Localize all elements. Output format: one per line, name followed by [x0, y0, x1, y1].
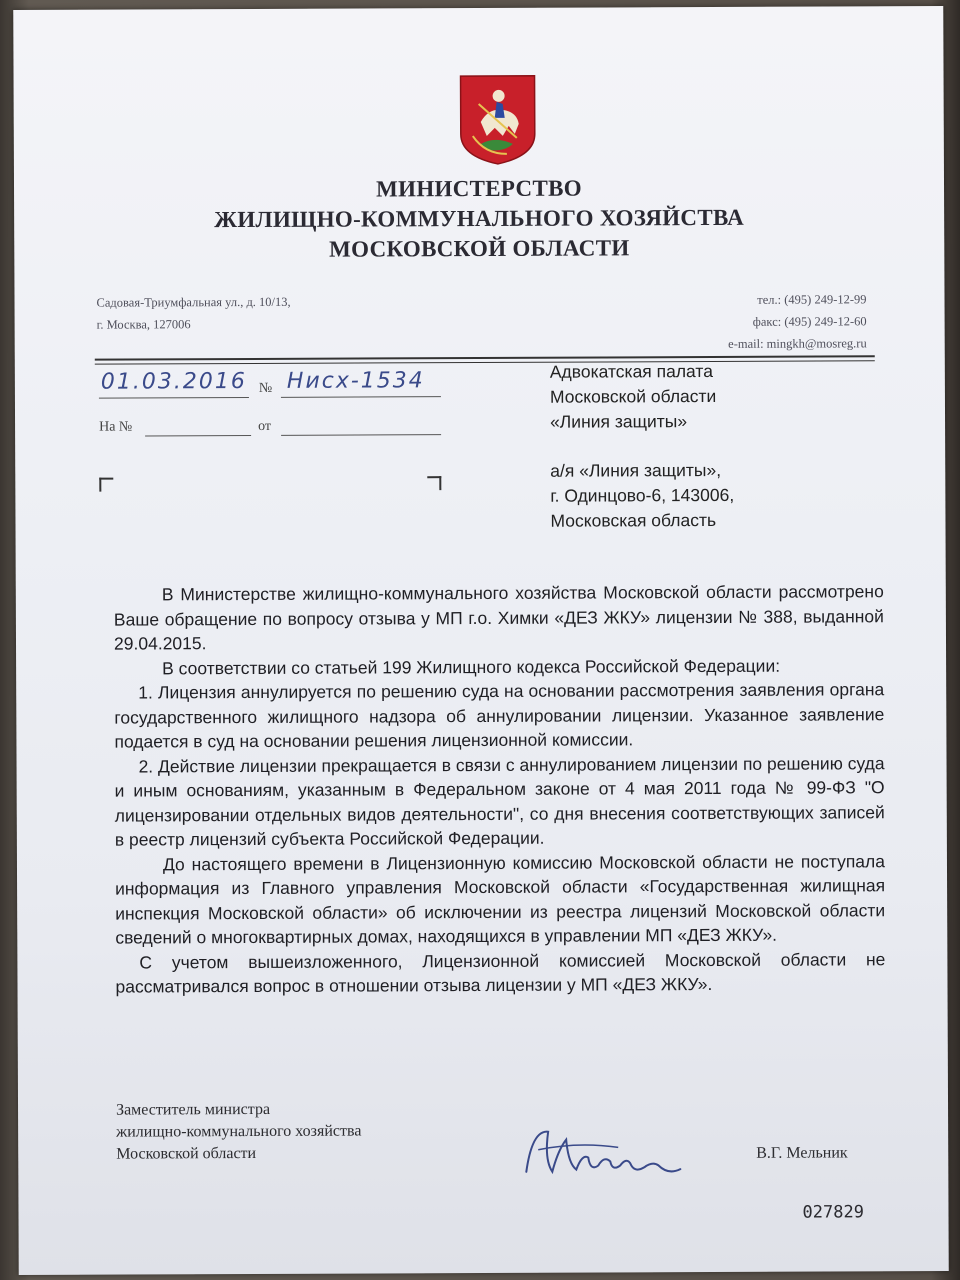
contact-email: e-mail: mingkh@mosreg.ru	[728, 336, 867, 351]
ministry-title-line1: МИНИСТЕРСТВО	[376, 175, 582, 202]
body-paragraph-6: С учетом вышеизложенного, Лицензионной комиссией Московской области не рассматривался вопрос в отношении отзыва лицензии у МП «ДЕЗ ЖКУ».	[115, 948, 886, 997]
body-paragraph-2: В соответствии со статьей 199 Жилищного кодекса Российской Федерации:	[162, 655, 781, 678]
address-corner-right	[427, 476, 441, 490]
reference-field-line	[145, 435, 251, 436]
body-paragraph-5: До настоящего времени в Лицензионную комиссию Московской области не поступала информация из Главного управления Московской области «Государственная жилищная инспекция Московской области» об исключении из реестра лицензий Московской области сведений о многоквартирных домах, находящихся в управлении МП «ДЕЗ ЖКУ».	[115, 850, 886, 948]
ministry-title-line3: МОСКОВСКОЙ ОБЛАСТИ	[329, 235, 630, 262]
from-label: от	[258, 418, 272, 434]
reference-label: На №	[99, 419, 133, 435]
date-field-line	[99, 397, 249, 399]
signatory-title	[116, 1099, 362, 1166]
address-street: Садовая-Триумфальная ул., д. 10/13,	[96, 294, 291, 310]
from-field-line	[281, 434, 441, 436]
address-corner-left	[99, 478, 113, 492]
ministry-title-line2: ЖИЛИЩНО-КОММУНАЛЬНОГО ХОЗЯЙСТВА	[214, 204, 745, 233]
contact-fax: факс: (495) 249-12-60	[752, 314, 867, 329]
recipient-line1: Адвокатская палата	[549, 360, 713, 382]
body-paragraph-3: 1. Лицензия аннулируется по решению суда на основании рассмотрения заявления органа государственного жилищного надзора об аннулировании лицензии. Указанное заявление подается в суд на основании решения лицензионной комиссии.	[114, 679, 885, 752]
address-city: г. Москва, 127006	[96, 317, 191, 332]
sender-address	[96, 291, 290, 336]
number-label: №	[258, 380, 273, 396]
signatory-title-line2: жилищно-коммунального хозяйства	[116, 1122, 362, 1141]
recipient-block	[550, 359, 735, 534]
serial-number: 027829	[802, 1202, 864, 1223]
recipient-line4: а/я «Линия защиты»,	[550, 459, 722, 481]
signatory-name: В.Г. Мельник	[756, 1144, 848, 1162]
signatory-title-line3: Московской области	[116, 1144, 257, 1163]
recipient-line3: «Линия защиты»	[550, 411, 688, 432]
recipient-line5: г. Одинцово-6, 143006,	[550, 484, 735, 506]
sender-contacts	[614, 288, 866, 355]
number-field-line	[281, 396, 441, 398]
outgoing-date: 01.03.2016	[100, 369, 247, 395]
letter-sheet	[13, 6, 949, 1275]
contact-tel: тел.: (495) 249-12-99	[757, 292, 867, 307]
outgoing-number: Нисх-1534	[286, 368, 425, 394]
handwritten-signature-icon	[518, 1119, 688, 1192]
body-paragraph-1: В Министерстве жилищно-коммунального хозяйства Московской области рассмотрено Ваше обращение по вопросу отзыва у МП г.о. Химки «ДЕЗ ЖКУ» лицензии № 388, выданной 29.04.2015.	[113, 581, 884, 654]
header-divider-thin	[95, 360, 875, 364]
signatory-title-line1: Заместитель министра	[116, 1100, 271, 1119]
recipient-line2: Московской области	[549, 385, 717, 407]
coat-of-arms-icon	[459, 74, 537, 166]
body-paragraph-4: 2. Действие лицензии прекращается в связи с аннулированием лицензии по решению суда и иным основаниям, указанным в Федеральном законе от 4 мая 2011 года № 99-ФЗ "О лицензировании отдельных видов деятельности", со дня внесения соответствующих записей в реестр лицензий субъекта Российской Федерации.	[114, 752, 885, 850]
recipient-line6: Московская область	[550, 509, 717, 531]
letter-body	[114, 579, 886, 999]
